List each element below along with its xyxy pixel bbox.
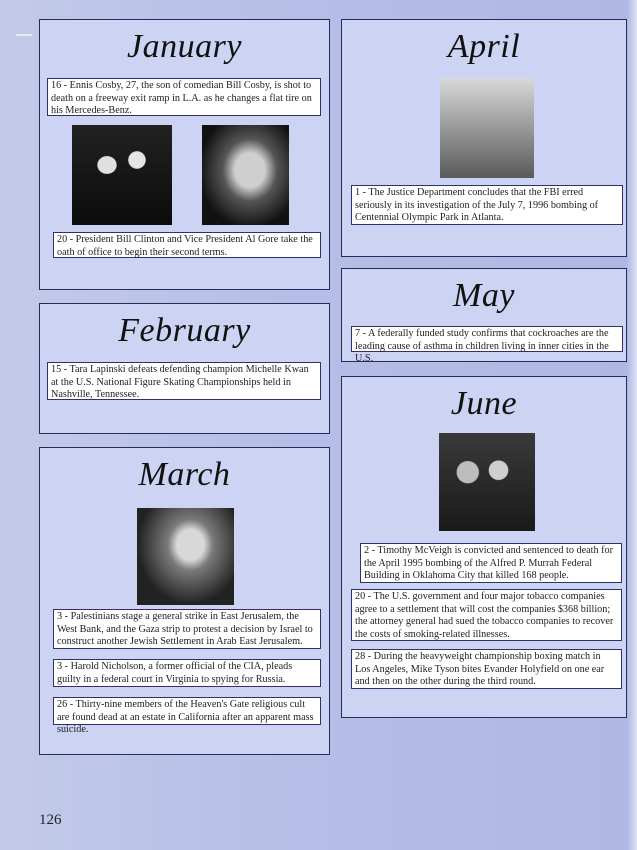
june-caption-2: 2 - Timothy McVeigh is convicted and sentenced to death for the April 1995 bombing of the Alfred P. Murrah Federal Building in Oklahoma City that killed 168 people. <box>360 543 622 583</box>
june-panel <box>341 376 627 718</box>
june-caption-28: 28 - During the heavyweight championship boxing match in Los Angeles, Mike Tyson bites Evander Holyfield on one ear and then on the other during the third round. <box>351 649 622 689</box>
february-caption-15: 15 - Tara Lapinski defeats defending champion Michelle Kwan at the U.S. National Figure Skating Championships held in Nashville, Tennessee. <box>47 362 321 400</box>
february-panel <box>39 303 330 434</box>
march-caption-26: 26 - Thirty-nine members of the Heaven's Gate religious cult are found dead at an estate in California after an apparent mass suicide. <box>53 697 321 725</box>
march-heading: March <box>138 456 231 493</box>
al-gore-photo <box>202 125 289 225</box>
page-number: 126 <box>39 812 62 828</box>
june-caption-20: 20 - The U.S. government and four major tobacco companies agree to a settlement that will cost the companies $368 billion; the attorney general had sued the tobacco companies to recover the costs of smoking-related illnesses. <box>351 589 622 641</box>
april-heading: April <box>447 28 521 65</box>
june-heading: June <box>450 385 518 422</box>
may-panel <box>341 268 627 365</box>
march-panel <box>39 447 330 755</box>
clinton-inauguration-photo <box>72 125 172 225</box>
olympic-park-photo <box>440 78 534 178</box>
january-caption-20: 20 - President Bill Clinton and Vice President Al Gore take the oath of office to begin their second terms. <box>53 232 321 258</box>
may-caption-7: 7 - A federally funded study confirms that cockroaches are the leading cause of asthma in children living in inner cities in the U.S. <box>351 326 623 352</box>
mcveigh-photo <box>439 433 535 531</box>
april-panel <box>341 19 627 257</box>
march-caption-3-strike: 3 - Palestinians stage a general strike in East Jerusalem, the West Bank, and the Gaza strip to protest a decision by Israel to construct another Jewish Settlement in Arab East Jerusalem. <box>53 609 321 649</box>
april-caption-1: 1 - The Justice Department concludes that the FBI erred seriously in its investigation of the July 7, 1996 bombing of Centennial Olympic Park in Atlanta. <box>351 185 623 225</box>
page-edge-shadow <box>627 0 637 850</box>
february-heading: February <box>118 312 251 349</box>
may-heading: May <box>453 277 515 314</box>
january-panel <box>39 19 330 290</box>
corner-mark <box>16 34 32 36</box>
harold-nicholson-photo <box>137 508 234 605</box>
march-caption-3-nicholson: 3 - Harold Nicholson, a former official of the CIA, pleads guilty in a federal court in Virginia to spying for Russia. <box>53 659 321 687</box>
january-caption-16: 16 - Ennis Cosby, 27, the son of comedian Bill Cosby, is shot to death on a freeway exit ramp in L.A. as he changes a flat tire on his Mercedes-Benz. <box>47 78 321 116</box>
january-heading: January <box>127 28 242 65</box>
